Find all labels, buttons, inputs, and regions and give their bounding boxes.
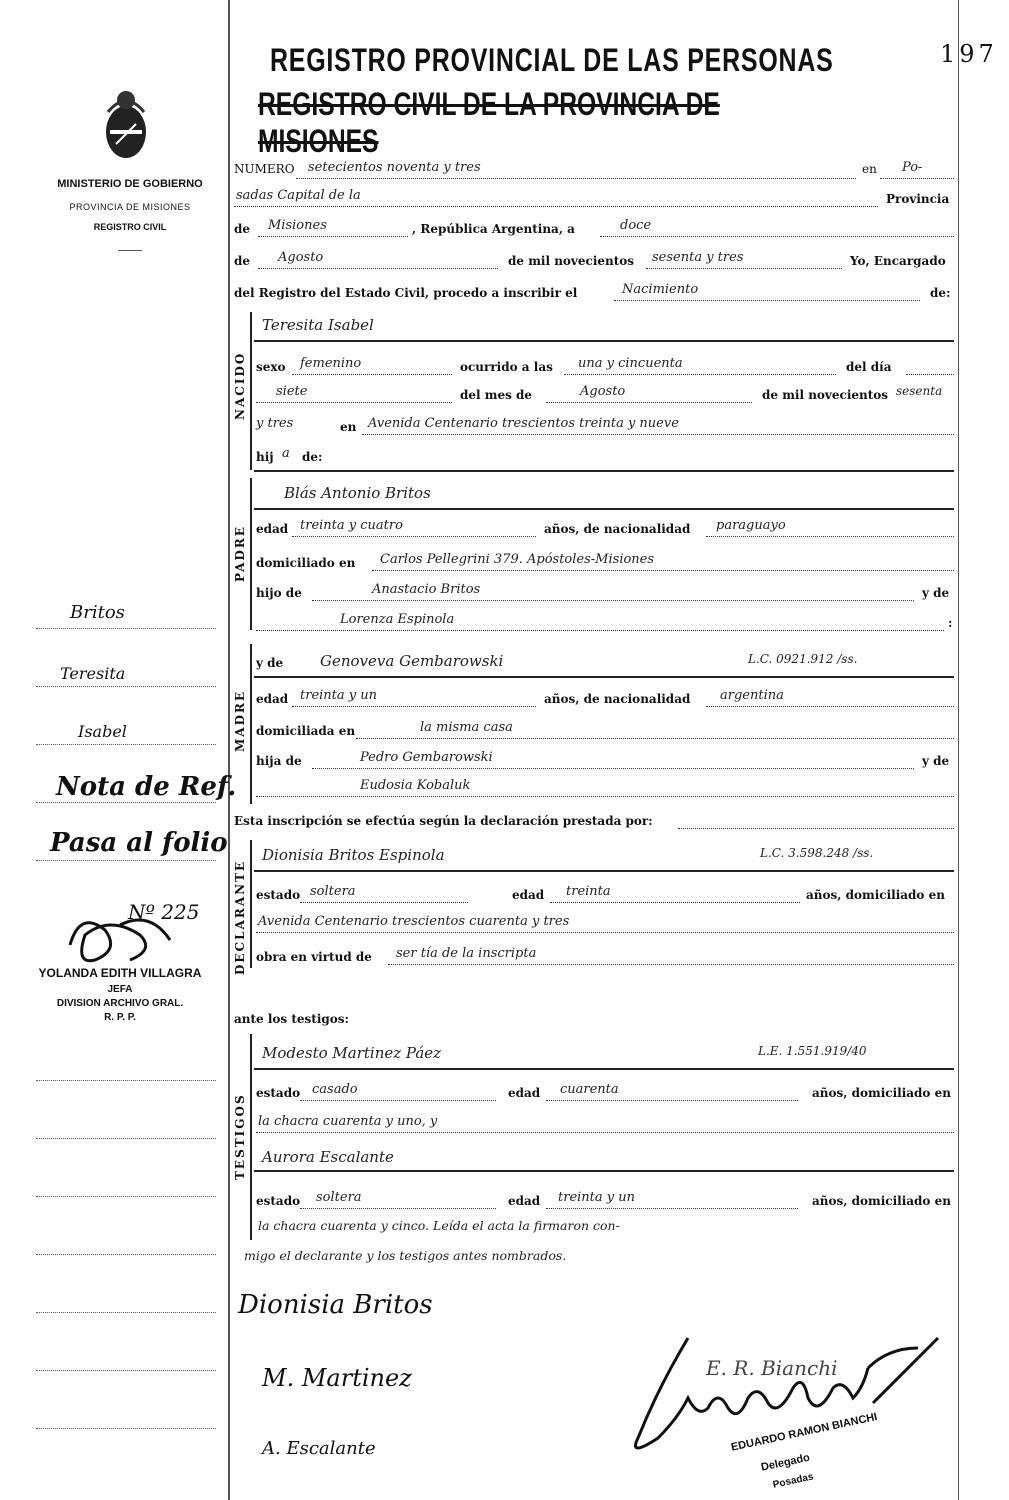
- mes-value: Agosto: [278, 250, 324, 265]
- domiciliado-label: domiciliado en: [256, 556, 356, 570]
- de-label: de: [234, 222, 251, 236]
- blank-line: [546, 1208, 798, 1209]
- margin-first-name: Teresita: [60, 664, 126, 683]
- archive-signature-scribble: [60, 905, 190, 975]
- testigos-intro: ante los testigos:: [234, 1012, 349, 1026]
- y-de-label: y de: [256, 656, 284, 670]
- margin-divider: [228, 0, 230, 1500]
- declarante-estado-value: soltera: [310, 884, 356, 899]
- blank-line: [256, 630, 944, 631]
- blank-line: [550, 902, 800, 903]
- nacido-nombre: Teresita Isabel: [262, 316, 374, 334]
- declarante-obra-value: ser tía de la inscripta: [396, 946, 537, 961]
- blank-line: [300, 902, 468, 903]
- sexo-label: sexo: [256, 360, 286, 374]
- section-rule: [254, 340, 954, 342]
- section-rule: [254, 676, 954, 678]
- signature-declarante: Dionisia Britos: [238, 1290, 433, 1320]
- ministry-name: MINISTERIO DE GOBIERNO: [57, 178, 203, 190]
- blank-line: [906, 374, 954, 375]
- margin-line: [36, 1080, 216, 1081]
- blank-line: [372, 570, 954, 571]
- blank-line: [256, 932, 954, 933]
- delegate-stamp-name: EDUARDO RAMON BIANCHI: [730, 1410, 879, 1454]
- mil-novecientos-label: de mil novecientos: [508, 254, 635, 268]
- margin-line: [36, 744, 216, 745]
- hijo-de-label: hijo de: [256, 586, 302, 600]
- declarante-edad-value: treinta: [566, 884, 611, 899]
- office-divider: [118, 250, 142, 251]
- madre-padre-value: Pedro Gembarowski: [360, 750, 493, 765]
- margin-line: [36, 628, 216, 629]
- blank-line: [258, 268, 498, 269]
- margin-line: [36, 802, 216, 803]
- blank-line: [296, 178, 856, 179]
- delegate-stamp-place: Posadas: [772, 1471, 815, 1491]
- section-rule: [254, 870, 954, 872]
- blank-line: [292, 536, 536, 537]
- blank-line: [256, 796, 954, 797]
- testigo2-estado-value: soltera: [316, 1190, 362, 1205]
- padre-nacionalidad-value: paraguayo: [716, 518, 786, 533]
- anios-nacionalidad-label: años, de nacionalidad: [544, 522, 691, 536]
- margin-line: [36, 1312, 216, 1313]
- registro-label: del Registro del Estado Civil, procedo a inscribir el: [234, 286, 578, 300]
- blank-line: [614, 300, 920, 301]
- nacido-bracket: [250, 312, 252, 470]
- section-rule: [254, 1170, 954, 1172]
- anios-domiciliado-label: años, domiciliado en: [812, 1086, 951, 1100]
- blank-line: [678, 828, 954, 829]
- del-dia-label: del día: [846, 360, 892, 374]
- testigo2-nombre: Aurora Escalante: [262, 1148, 394, 1166]
- nacido-section-label: NACIDO: [233, 351, 247, 420]
- republica-label: , República Argentina, a: [412, 222, 575, 236]
- madre-madre-value: Eudosia Kobaluk: [360, 778, 471, 793]
- de-label: de: [234, 254, 251, 268]
- declarante-domicilio-value: Avenida Centenario trescientos cuarenta y tres: [258, 914, 570, 929]
- archive-stamp-division: DIVISION ARCHIVO GRAL.: [56, 998, 184, 1009]
- nacido-lugar-value: Avenida Centenario trescientos treinta y nueve: [368, 416, 679, 431]
- nacido-anio-value-2: y tres: [256, 416, 294, 431]
- blank-line: [312, 600, 914, 601]
- anios-nacionalidad-label: años, de nacionalidad: [544, 692, 691, 706]
- madre-nacionalidad-value: argentina: [720, 688, 784, 703]
- madre-nombre: Genoveva Gembarowski: [320, 652, 504, 670]
- blank-line: [300, 1208, 496, 1209]
- delegate-stamp-title: Delegado: [760, 1451, 811, 1474]
- margin-line: [36, 686, 216, 687]
- obra-en-virtud-label: obra en virtud de: [256, 950, 372, 964]
- padre-section-label: PADRE: [233, 525, 247, 582]
- testigo1-domicilio: la chacra cuarenta y uno, y: [258, 1114, 438, 1129]
- margin-line: [36, 1254, 216, 1255]
- blank-line: [258, 236, 408, 237]
- section-rule: [254, 1068, 954, 1070]
- edad-label: edad: [508, 1194, 541, 1208]
- madre-domicilio-value: la misma casa: [420, 720, 513, 735]
- edad-label: edad: [256, 522, 289, 536]
- blank-line: [546, 402, 752, 403]
- estado-label: estado: [256, 1086, 301, 1100]
- acto-value: Nacimiento: [622, 282, 699, 297]
- declarante-section-label: DECLARANTE: [233, 859, 247, 975]
- blank-line: [300, 1100, 496, 1101]
- testigo1-nombre: Modesto Martinez Páez: [262, 1044, 442, 1062]
- hij-label: hij: [256, 450, 274, 464]
- signature-witness-1: M. Martinez: [262, 1364, 412, 1392]
- margin-line: [36, 1196, 216, 1197]
- blank-line: [356, 738, 954, 739]
- padre-bracket: [250, 478, 252, 630]
- hij-de-label: de:: [302, 450, 323, 464]
- estado-label: estado: [256, 888, 301, 902]
- anio-value: sesenta y tres: [652, 250, 744, 265]
- en-label: en: [340, 420, 357, 434]
- declarante-nombre: Dionisia Britos Espinola: [262, 846, 445, 864]
- declaracion-intro: Esta inscripción se efectúa según la declaración prestada por:: [234, 814, 653, 828]
- blank-line: [646, 268, 842, 269]
- archive-stamp-name: YOLANDA EDITH VILLAGRA: [38, 966, 202, 980]
- argentine-coat-of-arms-icon: [100, 78, 152, 168]
- madre-section-label: MADRE: [233, 689, 247, 752]
- testigos-section-label: TESTIGOS: [233, 1093, 247, 1180]
- madre-bracket: [250, 644, 252, 804]
- domiciliada-label: domiciliada en: [256, 724, 356, 738]
- office-name: REGISTRO CIVIL: [93, 222, 167, 232]
- dia-value: doce: [620, 218, 652, 233]
- provincia-label: Provincia: [886, 192, 950, 206]
- madre-edad-value: treinta y un: [300, 688, 377, 703]
- signature-delegate: E. R. Bianchi: [706, 1356, 838, 1380]
- blank-line: [564, 374, 836, 375]
- ocurrido-label: ocurrido a las: [460, 360, 553, 374]
- margin-folio-number: Nº 225: [128, 900, 200, 924]
- blank-line: [546, 1100, 798, 1101]
- hija-de-label: hija de: [256, 754, 302, 768]
- registry-title: REGISTRO PROVINCIAL DE LAS PERSONAS: [270, 42, 834, 78]
- blank-line: [256, 402, 452, 403]
- nacido-mes-value: Agosto: [580, 384, 626, 399]
- archive-stamp-rpp: R. P. P.: [104, 1012, 136, 1023]
- place-value-2: sadas Capital de la: [236, 188, 361, 203]
- padre-madre-value: Lorenza Espinola: [340, 612, 455, 627]
- nacido-dia-value: siete: [276, 384, 308, 399]
- testigo2-domicilio: la chacra cuarenta y cinco. Leída el acta la firmaron con-: [258, 1218, 620, 1233]
- blank-line: [706, 536, 954, 537]
- blank-line: [600, 236, 954, 237]
- margin-line: [36, 1138, 216, 1139]
- padre-domicilio-value: Carlos Pellegrini 379. Apóstoles-Misiones: [380, 552, 655, 567]
- blank-line: [362, 434, 954, 435]
- margin-folio-note: Pasa al folio: [50, 828, 228, 858]
- padre-edad-value: treinta y cuatro: [300, 518, 403, 533]
- blank-line: [234, 206, 878, 207]
- blank-line: [256, 1132, 954, 1133]
- numero-label: NUMERO: [234, 162, 295, 176]
- blank-line: [292, 706, 536, 707]
- madre-documento: L.C. 0921.912 /ss.: [748, 652, 858, 666]
- edad-label: edad: [508, 1086, 541, 1100]
- margin-second-name: Isabel: [78, 722, 127, 741]
- testigo2-edad-value: treinta y un: [558, 1190, 635, 1205]
- civil-registry-subtitle: REGISTRO CIVIL DE LA PROVINCIA DE MISIONES: [258, 86, 720, 159]
- colon-label: :: [948, 616, 953, 630]
- declarante-documento: L.C. 3.598.248 /ss.: [760, 846, 874, 860]
- testigo1-documento: L.E. 1.551.919/40: [758, 1044, 867, 1058]
- testigo1-estado-value: casado: [312, 1082, 358, 1097]
- blank-line: [312, 768, 914, 769]
- mil-novecientos-label: de mil novecientos: [762, 388, 889, 402]
- edad-label: edad: [512, 888, 545, 902]
- anios-domiciliado-label: años, domiciliado en: [812, 1194, 951, 1208]
- padre-nombre: Blás Antonio Britos: [284, 484, 431, 502]
- estado-label: estado: [256, 1194, 301, 1208]
- margin-line: [36, 860, 216, 861]
- closing-statement: migo el declarante y los testigos antes nombrados.: [244, 1248, 567, 1263]
- de-colon-label: de:: [930, 286, 951, 300]
- y-de-label: y de: [922, 586, 950, 600]
- en-label: en: [862, 162, 877, 176]
- yo-encargado-label: Yo, Encargado: [850, 254, 946, 268]
- testigos-bracket: [250, 1034, 252, 1240]
- edad-label: edad: [256, 692, 289, 706]
- numero-value: setecientos noventa y tres: [308, 160, 481, 175]
- padre-padre-value: Anastacio Britos: [372, 582, 481, 597]
- blank-line: [388, 964, 954, 965]
- anios-domiciliado-label: años, domiciliado en: [806, 888, 945, 902]
- provincia-value: Misiones: [268, 218, 327, 233]
- margin-line: [36, 1428, 216, 1429]
- blank-line: [880, 178, 954, 179]
- sexo-value: femenino: [300, 356, 362, 371]
- section-rule: [254, 470, 954, 472]
- del-mes-label: del mes de: [460, 388, 533, 402]
- province-name: PROVINCIA DE MISIONES: [69, 202, 191, 212]
- margin-reference-note: Nota de Ref.: [56, 772, 237, 802]
- section-rule: [254, 508, 954, 510]
- declarante-bracket: [250, 840, 252, 968]
- right-margin-rule: [958, 0, 959, 1500]
- archive-stamp-title: JEFA: [107, 984, 133, 995]
- hij-suffix-value: a: [282, 446, 290, 461]
- blank-line: [292, 374, 452, 375]
- place-value-1: Po-: [902, 160, 923, 175]
- margin-surname: Britos: [70, 602, 125, 623]
- testigo1-edad-value: cuarenta: [560, 1082, 619, 1097]
- nacido-anio-value-1: sesenta: [896, 384, 943, 398]
- folio-number: 197: [940, 40, 998, 68]
- blank-line: [706, 706, 954, 707]
- signature-witness-2: A. Escalante: [262, 1438, 376, 1459]
- hora-value: una y cincuenta: [578, 356, 683, 371]
- y-de-label: y de: [922, 754, 950, 768]
- margin-line: [36, 1370, 216, 1371]
